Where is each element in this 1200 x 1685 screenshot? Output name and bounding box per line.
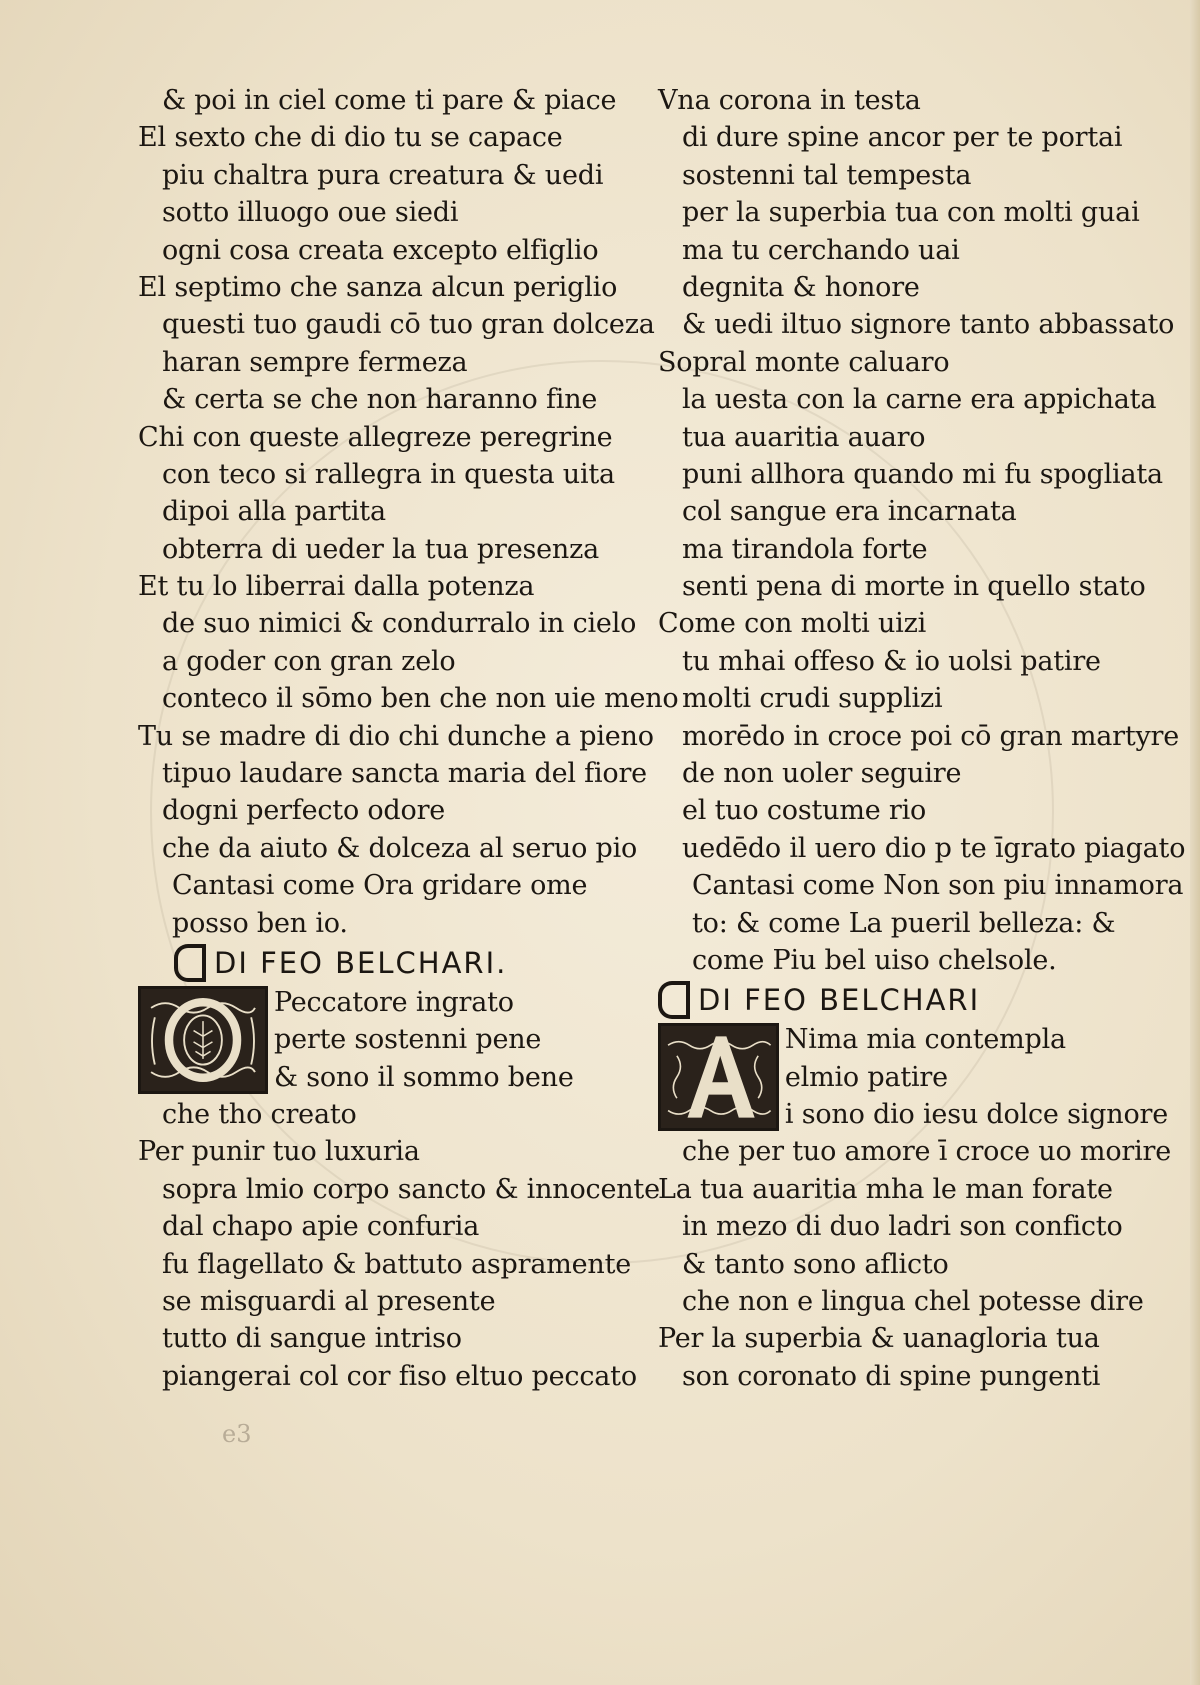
- verse-line: se misguardi al presente: [162, 1285, 496, 1317]
- verse-line: tipuo laudare sancta maria del fiore: [162, 758, 647, 790]
- verse-line: degnita & honore: [682, 271, 920, 303]
- verse-line: La tua auaritia mha le man forate: [658, 1173, 1113, 1205]
- decorated-initial-a: [658, 1023, 779, 1131]
- verse-line: per la superbia tua con molti guai: [682, 197, 1140, 229]
- verse-line: Peccatore ingrato: [274, 986, 514, 1018]
- right-column: [658, 82, 1186, 1395]
- verse-line: Cantasi come Non son piu innamora: [692, 870, 1184, 902]
- verse-line: El sexto che di dio tu se capace: [138, 122, 563, 154]
- verse-line: che per tuo amore ī croce uo morire: [682, 1136, 1172, 1168]
- verse-line: col sangue era incarnata: [682, 496, 1017, 528]
- verse-line: Vna corona in testa: [658, 85, 921, 116]
- verse-line: to: & come La pueril belleza: &: [692, 907, 1116, 939]
- verse-line: come Piu bel uiso chelsole.: [692, 944, 1057, 976]
- right-initial-lines: [785, 1021, 1168, 1133]
- verse-line: Per punir tuo luxuria: [138, 1136, 420, 1168]
- verse-line: a goder con gran zelo: [162, 645, 456, 677]
- verse-line: piu chaltra pura creatura & uedi: [162, 159, 604, 191]
- verse-line: de non uoler seguire: [682, 758, 962, 790]
- verse-line: senti pena di morte in quello stato: [682, 571, 1146, 603]
- verse-line: tua auaritia auaro: [682, 421, 926, 453]
- verse-line: conteco il sōmo ben che non uie meno: [162, 683, 679, 715]
- left-initial-lines: [274, 984, 574, 1096]
- right-heading-text: DI FEO BELCHARI: [698, 983, 981, 1018]
- left-column: [138, 82, 679, 1395]
- right-initial-block: [658, 1021, 1168, 1133]
- left-verses-bottom: [138, 1096, 660, 1395]
- page-edge: [1190, 0, 1200, 1685]
- verse-line: dipoi alla partita: [162, 496, 386, 528]
- verse-line: & sono il sommo bene: [274, 1061, 574, 1093]
- verse-line: de suo nimici & condurralo in cielo: [162, 608, 637, 640]
- verse-line: i sono dio iesu dolce signore: [784, 1099, 1168, 1131]
- right-verses-top: [658, 82, 1186, 979]
- verse-line: morēdo in croce poi cō gran martyre: [682, 720, 1180, 752]
- verse-line: elmio patire: [784, 1061, 948, 1093]
- left-section-heading: [138, 942, 628, 984]
- verse-line: obterra di ueder la tua presenza: [162, 533, 600, 565]
- left-verses-top: [138, 82, 679, 942]
- verse-line: Et tu lo liberrai dalla potenza: [138, 571, 535, 603]
- verse-line: Cantasi come Ora gridare ome: [172, 870, 588, 902]
- verse-line: ma tirandola forte: [682, 533, 928, 565]
- verse-line: molti crudi supplizi: [682, 683, 943, 715]
- verse-line: con teco si rallegra in questa uita: [162, 458, 615, 490]
- verse-line: ma tu cerchando uai: [682, 234, 960, 266]
- verse-line: puni allhora quando mi fu spogliata: [682, 458, 1163, 490]
- verse-line: la uesta con la carne era appichata: [682, 384, 1157, 416]
- verse-line: uedēdo il uero dio p te īgrato piagato: [682, 832, 1186, 864]
- woodcut-initial-a-icon: [661, 1026, 776, 1128]
- folio-mark: e3: [222, 1420, 252, 1448]
- verse-line: fu flagellato & battuto aspramente: [162, 1248, 632, 1280]
- left-initial-block: [138, 984, 628, 1096]
- verse-line: dal chapo apie confuria: [162, 1211, 480, 1243]
- verse-line: & certa se che non haranno fine: [162, 384, 598, 416]
- verse-line: che non e lingua chel potesse dire: [682, 1285, 1144, 1317]
- woodcut-initial-o-icon: [141, 989, 265, 1091]
- verse-line: questi tuo gaudi cō tuo gran dolceza: [162, 309, 655, 341]
- verse-line: in mezo di duo ladri son conficto: [682, 1211, 1123, 1243]
- verse-line: sotto illuogo oue siedi: [162, 197, 459, 229]
- verse-line: haran sempre fermeza: [162, 346, 468, 378]
- verse-line: dogni perfecto odore: [162, 795, 446, 827]
- verse-line: sopra lmio corpo sancto & innocente: [162, 1173, 660, 1205]
- verse-line: tu mhai offeso & io uolsi patire: [682, 645, 1101, 677]
- paragraph-mark-icon: [174, 944, 204, 982]
- decorated-initial-o: [138, 986, 268, 1094]
- verse-line: posso ben io.: [172, 907, 348, 939]
- verse-line: che da aiuto & dolceza al seruo pio: [162, 832, 638, 864]
- verse-line: sostenni tal tempesta: [682, 159, 972, 191]
- verse-line: & tanto sono aflicto: [682, 1248, 949, 1280]
- right-verses-bottom: [658, 1133, 1172, 1395]
- verse-line: el tuo costume rio: [682, 795, 927, 827]
- verse-line: ogni cosa creata excepto elfiglio: [162, 234, 599, 266]
- verse-line: Per la superbia & uanagloria tua: [658, 1323, 1100, 1355]
- verse-line: Come con molti uizi: [658, 608, 927, 640]
- verse-line: Tu se madre di dio chi dunche a pieno: [138, 720, 654, 752]
- verse-line: El septimo che sanza alcun periglio: [138, 271, 618, 303]
- verse-line: & uedi iltuo signore tanto abbassato: [682, 309, 1175, 341]
- right-section-heading: [658, 979, 1168, 1021]
- verse-line: Chi con queste allegreze peregrine: [138, 421, 613, 453]
- verse-line: che tho creato: [162, 1098, 357, 1130]
- verse-line: piangerai col cor fiso eltuo peccato: [162, 1360, 637, 1392]
- verse-line: Nima mia contempla: [784, 1024, 1066, 1056]
- left-heading-text: DI FEO BELCHARI.: [214, 945, 508, 980]
- verse-line: & poi in ciel come ti pare & piace: [162, 85, 617, 116]
- paragraph-mark-icon: [658, 981, 688, 1019]
- verse-line: Sopral monte caluaro: [658, 346, 950, 378]
- verse-line: perte sostenni pene: [274, 1024, 542, 1056]
- verse-line: son coronato di spine pungenti: [682, 1360, 1101, 1392]
- verse-line: tutto di sangue intriso: [162, 1323, 462, 1355]
- verse-line: di dure spine ancor per te portai: [682, 122, 1123, 154]
